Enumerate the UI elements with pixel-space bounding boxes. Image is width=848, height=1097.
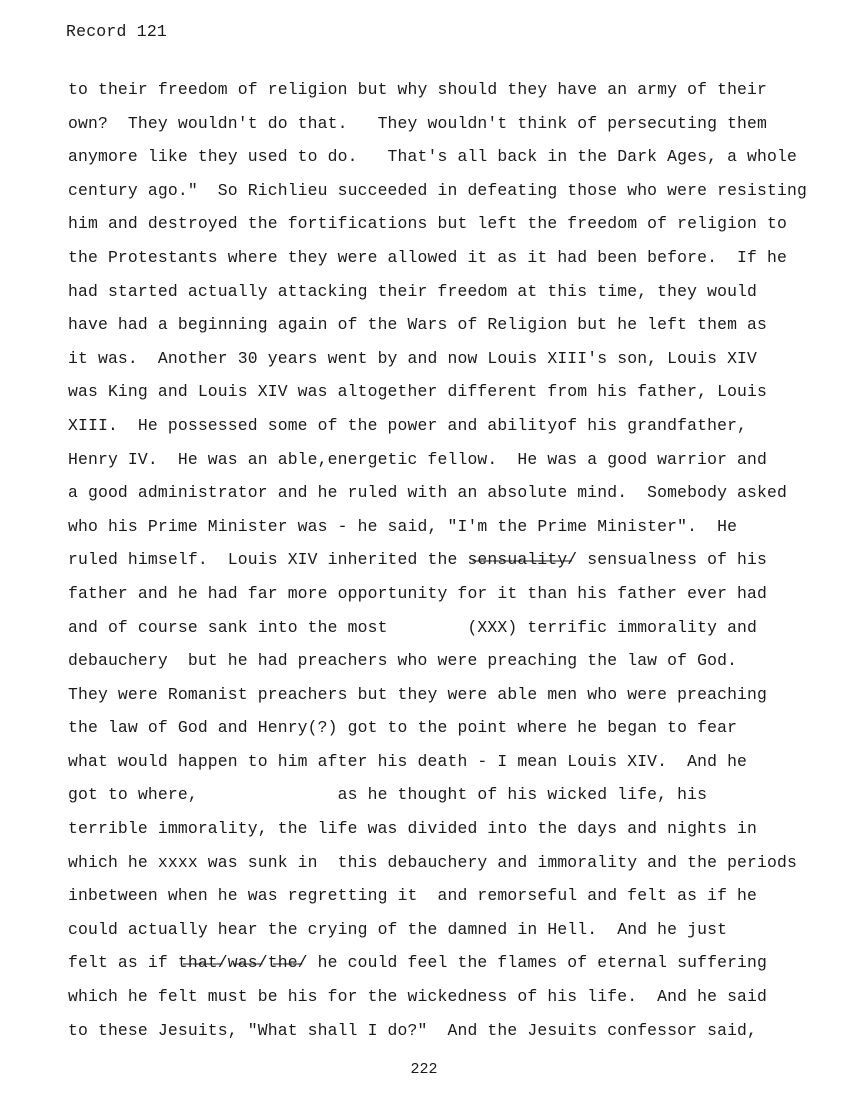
text-line: to these Jesuits, "What shall I do?" And the Jesuits confessor said, xyxy=(68,1020,758,1040)
text-line: have had a beginning again of the Wars of Religion but he left them as xyxy=(68,315,768,335)
text-line: anymore like they used to do. That's all back in the Dark Ages, a whole xyxy=(68,147,797,167)
record-header: Record 121 xyxy=(66,22,168,41)
text-line: got to where, as he thought of his wicked life, his xyxy=(68,785,708,805)
text-line: the Protestants where they were allowed it as it had been before. If he xyxy=(68,247,787,267)
text-line: Henry IV. He was an able,energetic fellow. He was a good warrior and xyxy=(68,449,768,469)
text-line: him and destroyed the fortifications but left the freedom of religion to xyxy=(68,214,787,234)
text-line: and of course sank into the most (XXX) terrific immorality and xyxy=(68,617,758,637)
text-line: inbetween when he was regretting it and remorseful and felt as if he xyxy=(68,886,758,906)
text-line: own? They wouldn't do that. They wouldn't think of persecuting them xyxy=(68,113,768,133)
text-line: XIII. He possessed some of the power and abilityof his grandfather, xyxy=(68,415,748,435)
text-line: father and he had far more opportunity for it than his father ever had xyxy=(68,583,768,603)
text-line: which he xxxx was sunk in this debauchery and immorality and the periods xyxy=(68,852,797,872)
text-line: what would happen to him after his death - I mean Louis XIV. And he xyxy=(68,751,748,771)
text-line: who his Prime Minister was - he said, "I'm the Prime Minister". He xyxy=(68,516,738,536)
text-line: could actually hear the crying of the damned in Hell. And he just xyxy=(68,919,728,939)
text-line: which he felt must be his for the wickedness of his life. And he said xyxy=(68,987,768,1007)
text-line: They were Romanist preachers but they were able men who were preaching xyxy=(68,684,768,704)
text-line: debauchery but he had preachers who were preaching the law of God. xyxy=(68,651,738,671)
text-line: a good administrator and he ruled with an absolute mind. Somebody asked xyxy=(68,483,787,503)
text-line: century ago." So Richlieu succeeded in defeating those who were resisting xyxy=(68,180,807,200)
page-number: 222 xyxy=(410,1061,438,1078)
text-line: terrible immorality, the life was divided into the days and nights in xyxy=(68,819,758,839)
text-line: to their freedom of religion but why should they have an army of their xyxy=(68,80,768,99)
text-line: the law of God and Henry(?) got to the point where he began to fear xyxy=(68,718,738,738)
text-line: had started actually attacking their freedom at this time, they would xyxy=(68,281,758,301)
text-line: felt as if t̶h̶a̶t̶/w̶a̶s̶/t̶h̶e̶/ he could feel the flames of eternal suffering xyxy=(68,953,768,973)
text-line: was King and Louis XIV was altogether different from his father, Louis xyxy=(68,382,768,402)
text-line: ruled himself. Louis XIV inherited the s̶e̶n̶s̶u̶a̶l̶i̶t̶y̶/ sensualness of his xyxy=(68,550,768,570)
transcript-body xyxy=(68,73,838,1047)
text-line: it was. Another 30 years went by and now Louis XIII's son, Louis XIV xyxy=(68,348,758,368)
